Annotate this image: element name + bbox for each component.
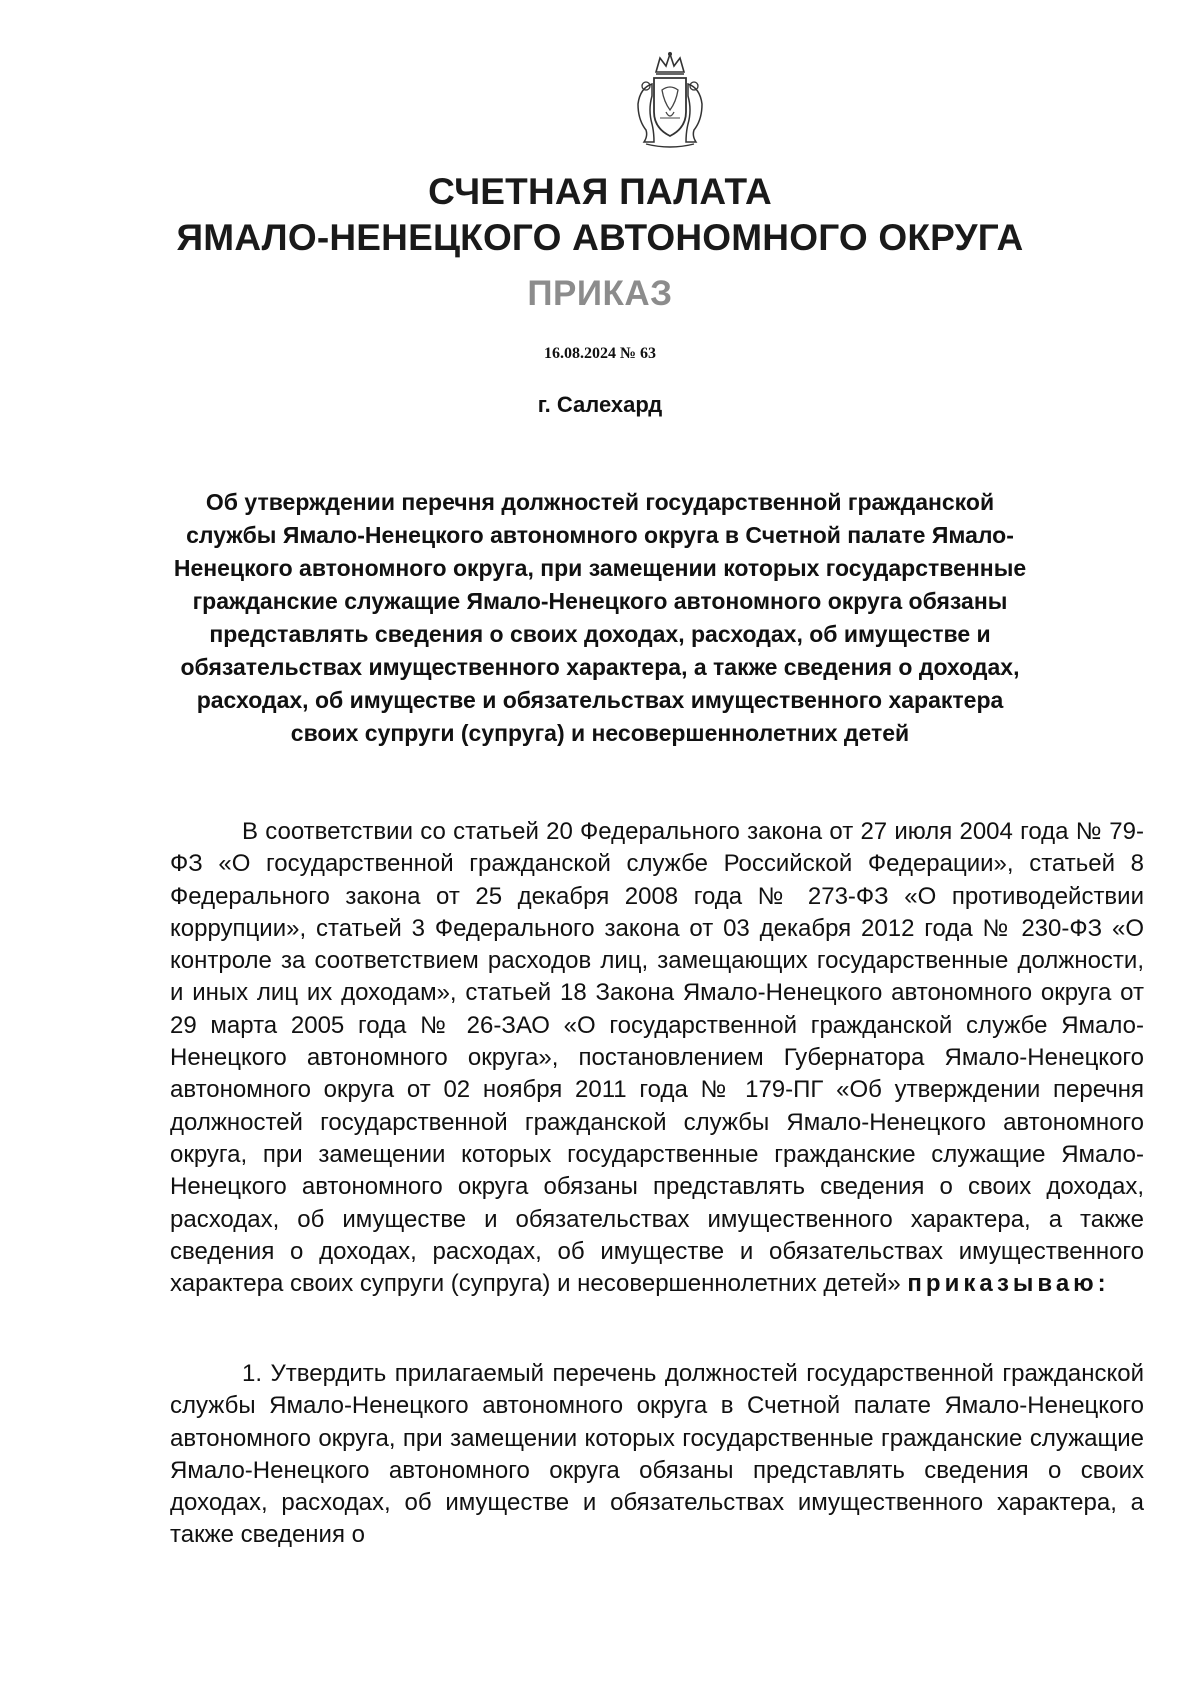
document-title: Об утверждении перечня должностей государственной гражданской службы Ямало-Ненецкого автономного округа в Счетной палате Ямало-Ненецкого автономного округа, при замещении которых государственные гражданские служащие Ямало-Ненецкого автономного округа обязаны представлять сведения о своих доходах, расходах, об имуществе и обязательствах имущественного характера, а также сведения о доходах, расходах, об имуществе и обязательствах имущественного характера своих супруги (супруга) и несовершеннолетних детей — [173, 489, 1027, 746]
city: г. Салехард — [537, 392, 663, 417]
organization-name-line-1: СЧЕТНАЯ ПАЛАТА — [428, 171, 772, 212]
organization-name-line-2: ЯМАЛО-НЕНЕЦКОГО АВТОНОМНОГО ОКРУГА — [176, 217, 1024, 258]
preamble-text: В соответствии со статьей 20 Федерального закона от 27 июля 2004 года № 79-ФЗ «О государственной гражданской службе Российской Федерации», статьей 8 Федерального закона от 25 декабря 2008 года № 273-ФЗ «О противодействии коррупции», статьей 3 Федерального закона от 03 декабря 2012 года № 230-ФЗ «О контроле за соответствием расходов лиц, замещающих государственные должности, и иных лиц их доходам», статьей 18 Закона Ямало-Ненецкого автономного округа от 29 марта 2005 года № 26-ЗАО «О государственной гражданской службе Ямало-Ненецкого автономного округа», постановлением Губернатора Ямало-Ненецкого автономного округа от 02 ноября 2011 года № 179-ПГ «Об утверждении перечня должностей государственной гражданской службы Ямало-Ненецкого автономного округа, при замещении которых государственные гражданские служащие Ямало-Ненецкого автономного округа обязаны представлять сведения о своих доходах, расходах, об имуществе и обязательствах имущественного характера, а также сведения о доходах, расходах, об имуществе и обязательствах имущественного характера своих супруги (супруга) и несовершеннолетних детей» — [170, 818, 1144, 1298]
preamble-paragraph — [170, 816, 1144, 1300]
clause-1-paragraph: 1. Утвердить прилагаемый перечень должностей государственной гражданской службы Ямало-Ненецкого автономного округа в Счетной палате Ямало-Ненецкого автономного округа, при замещении которых государственные гражданские служащие Ямало-Ненецкого автономного округа обязаны представлять сведения о своих доходах, расходах, об имуществе и обязательствах имущественного характера, а также сведения о — [170, 1360, 1144, 1549]
coat-of-arms-icon — [632, 50, 708, 150]
date-and-number: 16.08.2024 № 63 — [543, 345, 657, 362]
document-type: ПРИКАЗ — [527, 274, 673, 313]
order-word: приказываю: — [907, 1270, 1110, 1298]
